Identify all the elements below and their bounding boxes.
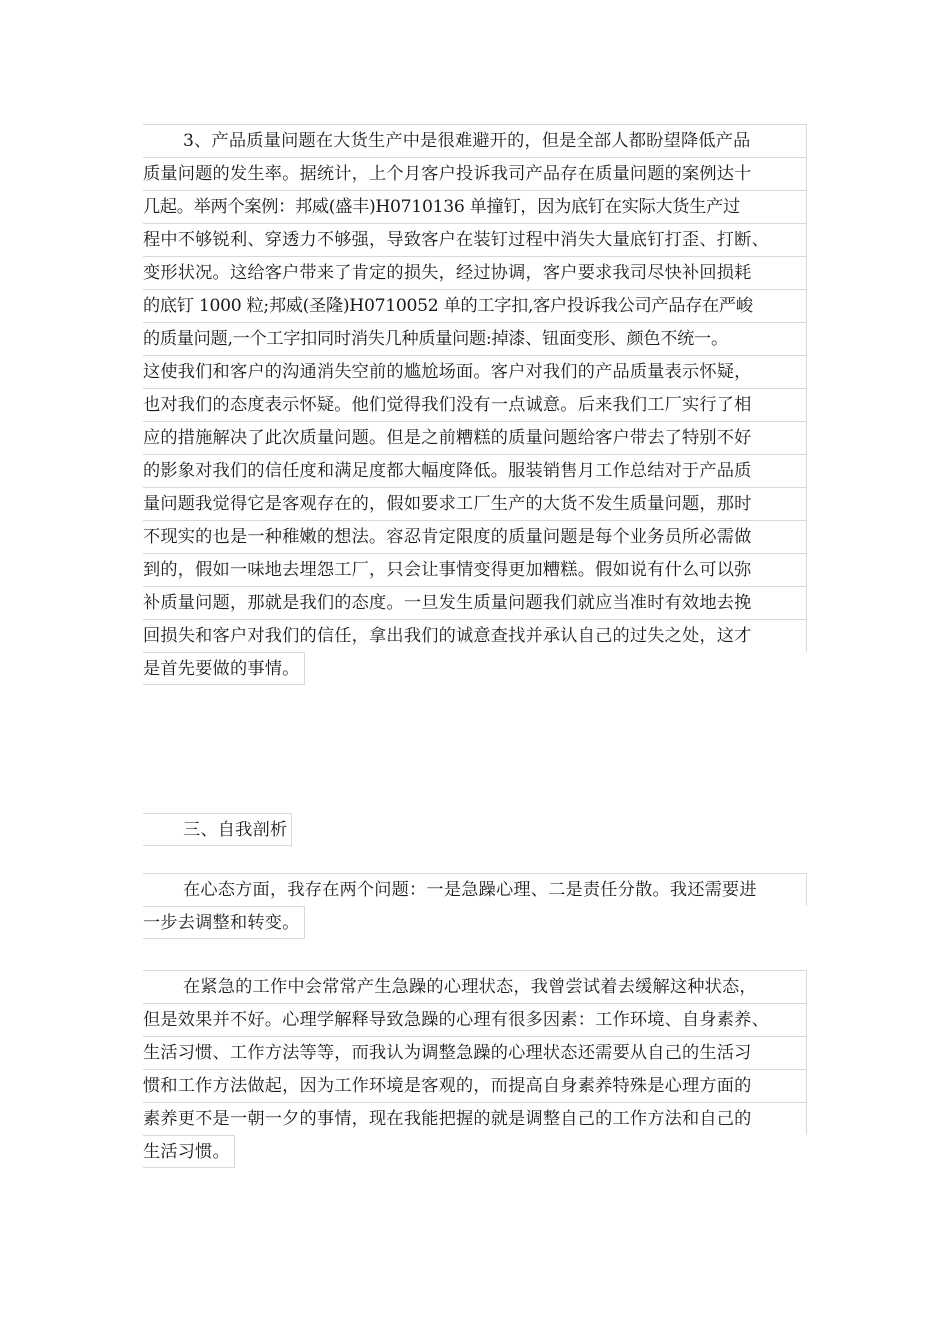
text-line: 在心态方面，我存在两个问题：一是急躁心理、二是责任分散。我还需要进: [143, 873, 807, 906]
text-line: 但是效果并不好。心理学解释导致急躁的心理有很多因素：工作环境、自身素养、: [143, 1003, 807, 1036]
text-line: 惯和工作方法做起，因为工作环境是客观的，而提高自身素养特殊是心理方面的: [143, 1069, 807, 1102]
text-line: 3、产品质量问题在大货生产中是很难避开的，但是全部人都盼望降低产品: [143, 124, 807, 157]
text-line: 一步去调整和转变。: [143, 906, 305, 939]
text-line: 这使我们和客户的沟通消失空前的尴尬场面。客户对我们的产品质量表示怀疑，: [143, 355, 807, 388]
text-line: 是首先要做的事情。: [143, 652, 305, 685]
text-line: 几起。举两个案例：邦威(盛丰)H0710136 单撞钉，因为底钉在实际大货生产过: [143, 190, 807, 223]
text-line: 质量问题的发生率。据统计，上个月客户投诉我司产品存在质量问题的案例达十: [143, 157, 807, 190]
text-line: 回损失和客户对我们的信任，拿出我们的诚意查找并承认自己的过失之处，这才: [143, 619, 807, 652]
text-line: 的影象对我们的信任度和满足度都大幅度降低。服装销售月工作总结对于产品质: [143, 454, 807, 487]
text-line: 变形状况。这给客户带来了肯定的损失，经过协调，客户要求我司尽快补回损耗: [143, 256, 807, 289]
text-line: 补质量问题，那就是我们的态度。一旦发生质量问题我们就应当准时有效地去挽: [143, 586, 807, 619]
text-line: 也对我们的态度表示怀疑。他们觉得我们没有一点诚意。后来我们工厂实行了相: [143, 388, 807, 421]
text-line: 生活习惯、工作方法等等，而我认为调整急躁的心理状态还需要从自己的生活习: [143, 1036, 807, 1069]
section-heading-self-analysis: [143, 813, 807, 850]
text-line: 生活习惯。: [143, 1135, 235, 1168]
text-line: 量问题我觉得它是客观存在的，假如要求工厂生产的大货不发生质量问题，那时: [143, 487, 807, 520]
text-line: 不现实的也是一种稚嫩的想法。容忍肯定限度的质量问题是每个业务员所必需做: [143, 520, 807, 553]
text-line: 到的，假如一味地去埋怨工厂，只会让事情变得更加糟糕。假如说有什么可以弥: [143, 553, 807, 586]
text-line: 的底钉 1000 粒;邦威(圣隆)H0710052 单的工字扣,客户投诉我公司产品存在严峻: [143, 289, 807, 322]
section-heading: 三、自我剖析: [143, 813, 292, 846]
text-line: 应的措施解决了此次质量问题。但是之前糟糕的质量问题给客户带去了特别不好: [143, 421, 807, 454]
paragraph-impatience: [143, 970, 807, 1172]
paragraph-mindset: [143, 873, 807, 943]
text-line: 在紧急的工作中会常常产生急躁的心理状态，我曾尝试着去缓解这种状态，: [143, 970, 807, 1003]
text-line: 素养更不是一朝一夕的事情，现在我能把握的就是调整自己的工作方法和自己的: [143, 1102, 807, 1135]
text-line: 程中不够锐利、穿透力不够强，导致客户在装钉过程中消失大量底钉打歪、打断、: [143, 223, 807, 256]
text-line: 的质量问题,一个工字扣同时消失几种质量问题:掉漆、钮面变形、颜色不统一。: [143, 322, 807, 355]
paragraph-quality-issues: [143, 124, 807, 689]
